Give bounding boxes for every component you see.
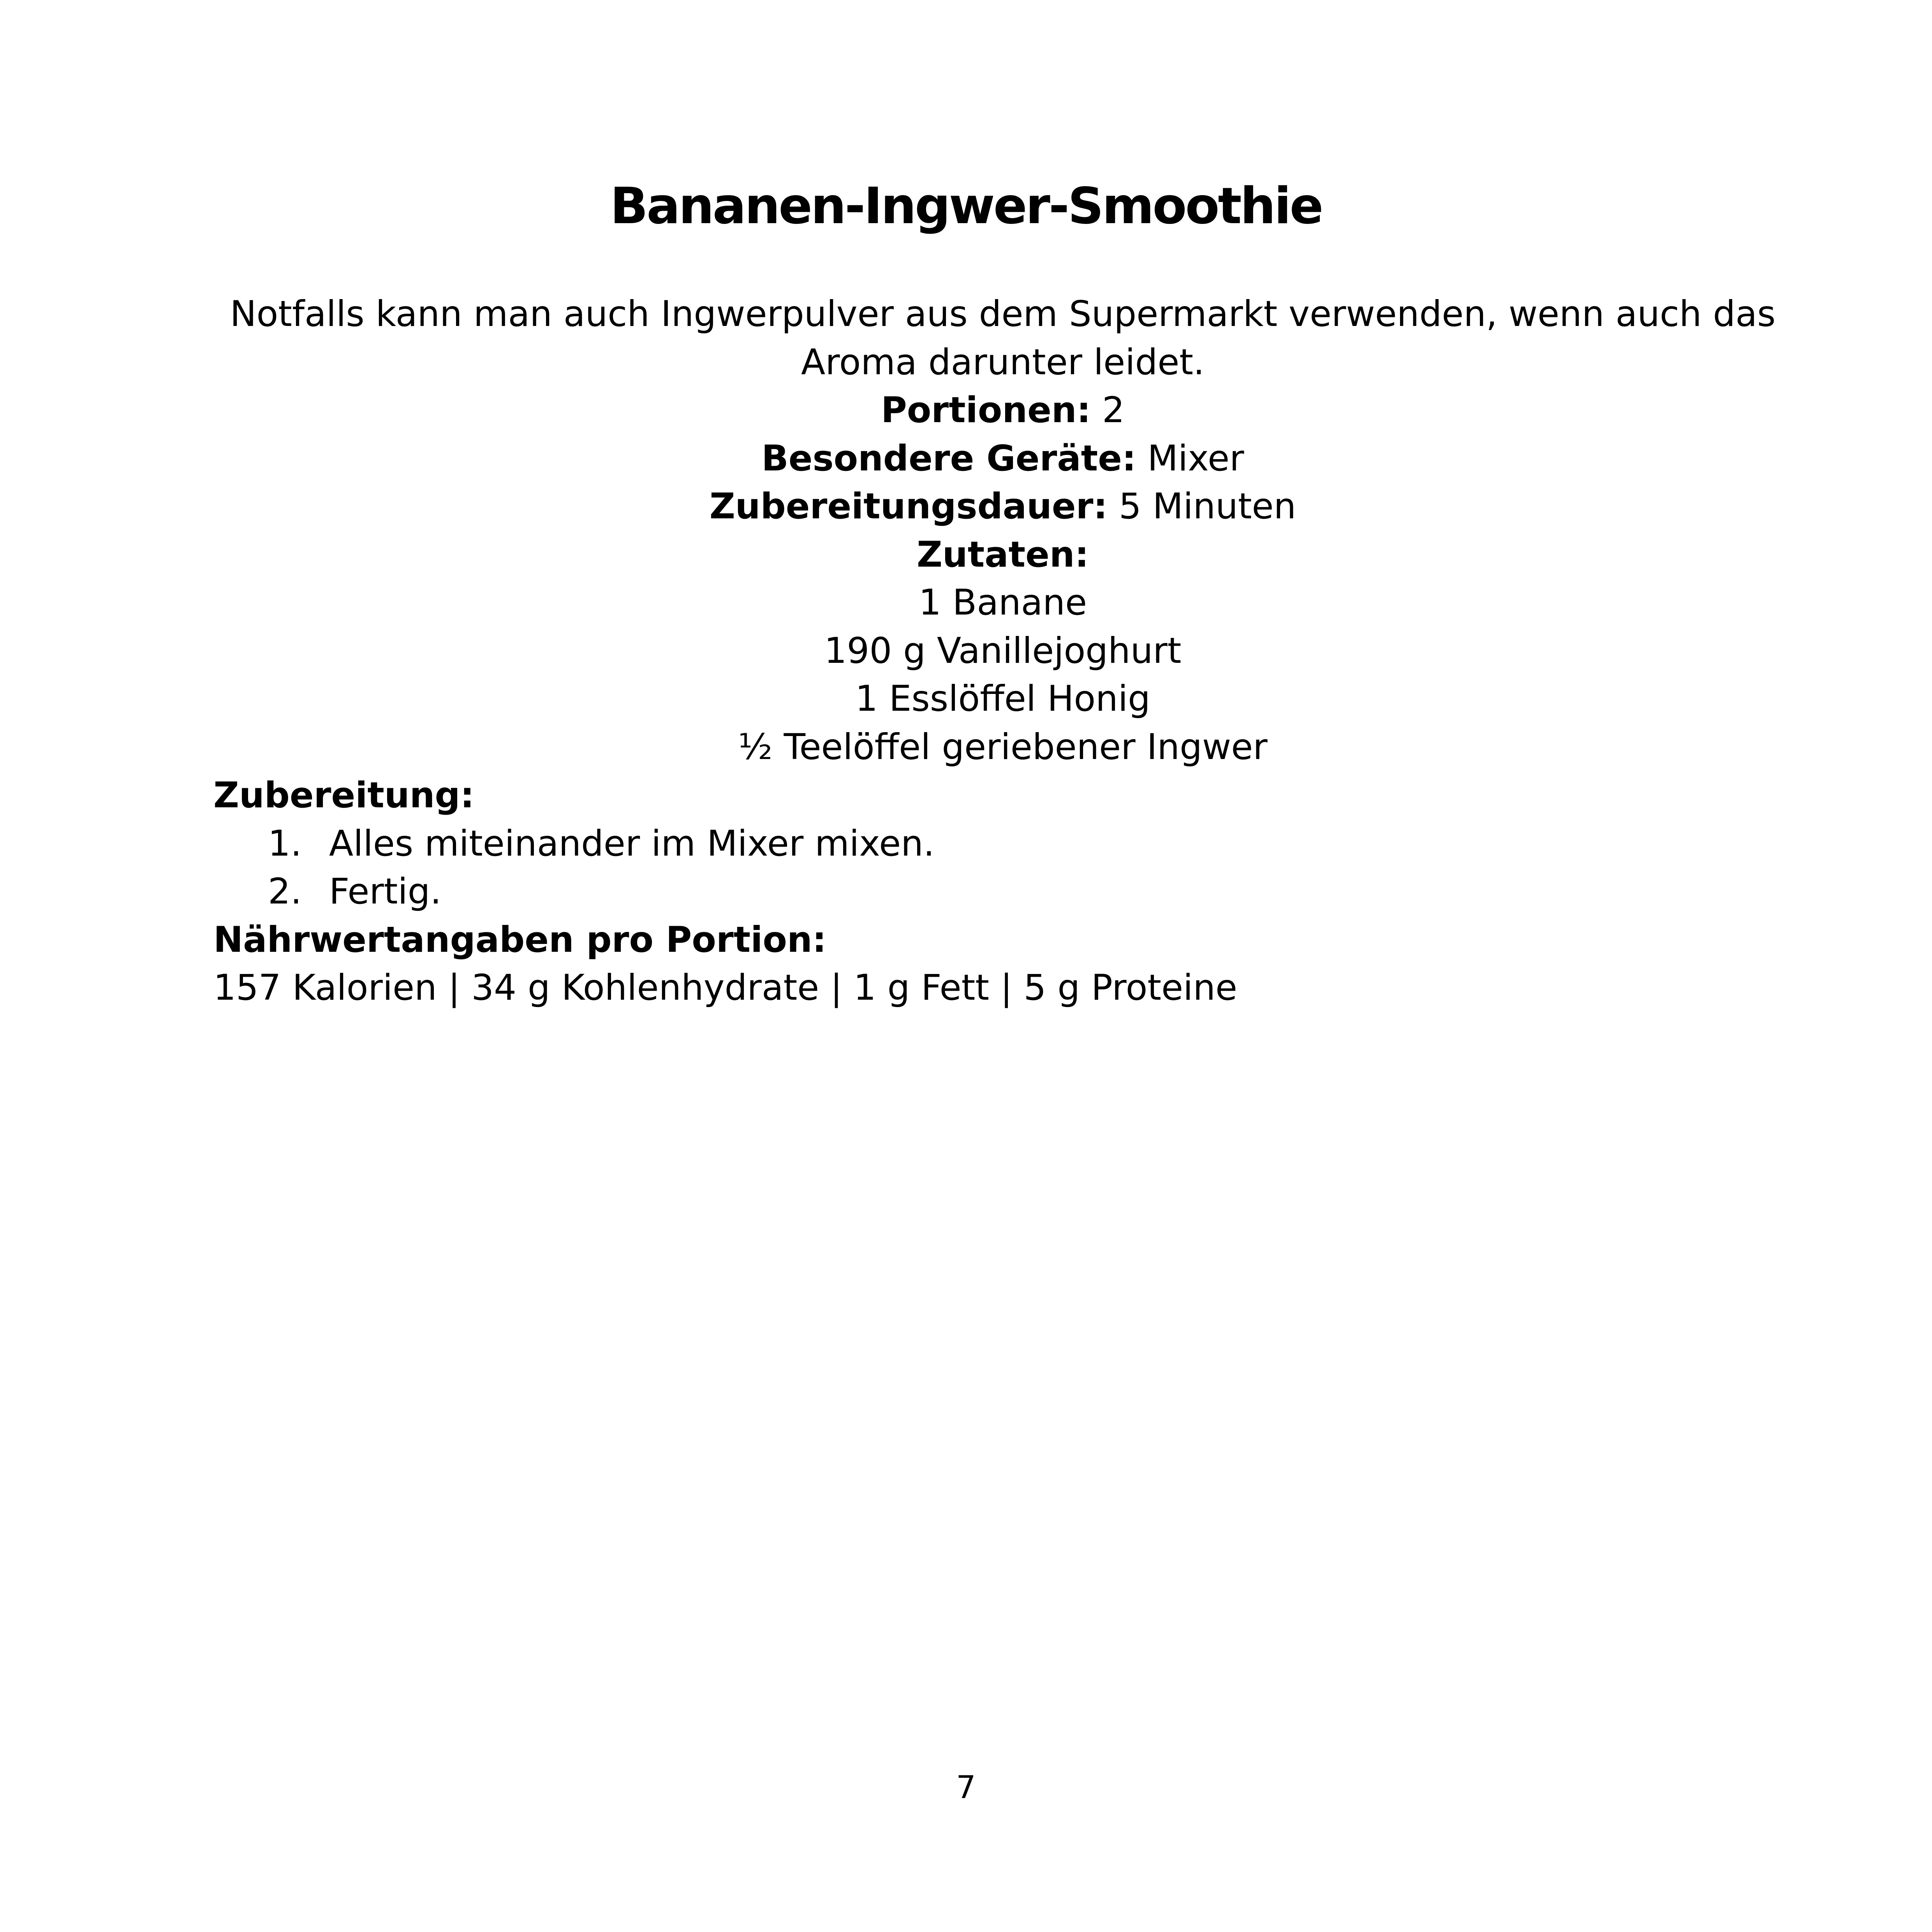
- ingredient-item: ½ Teelöffel geriebener Ingwer: [738, 726, 1268, 768]
- equipment-line: [210, 435, 1795, 483]
- page-number: 7: [956, 1769, 976, 1805]
- preparation-steps: [213, 820, 1771, 916]
- duration-value: 5 Minuten: [1118, 486, 1296, 527]
- portions-value: 2: [1102, 390, 1125, 431]
- recipe-intro: [210, 290, 1795, 771]
- nutrition-heading: Nährwertangaben pro Portion:: [213, 919, 827, 960]
- step-text: Alles miteinander im Mixer mixen.: [329, 823, 935, 864]
- ingredient-list: [210, 579, 1795, 771]
- duration-label: Zubereitungsdauer:: [709, 486, 1108, 527]
- portions-line: [210, 386, 1795, 435]
- step-text: Fertig.: [329, 871, 442, 912]
- equipment-label: Besondere Geräte:: [761, 438, 1136, 479]
- nutrition-facts: 157 Kalorien | 34 g Kohlenhydrate | 1 g Fett | 5 g Proteine: [213, 967, 1238, 1008]
- recipe-title: Bananen-Ingwer-Smoothie: [610, 177, 1322, 235]
- recipe-description: Notfalls kann man auch Ingwerpulver aus dem Supermarkt verwenden, wenn auch das Aroma darunter leidet.: [230, 294, 1776, 383]
- step-number: 2.: [268, 871, 302, 912]
- ingredient-item: 1 Banane: [918, 582, 1087, 623]
- ingredient-item: 190 g Vanillejoghurt: [824, 630, 1182, 671]
- duration-line: [210, 483, 1795, 531]
- ingredient-item: 1 Esslöffel Honig: [855, 678, 1150, 719]
- equipment-value: Mixer: [1147, 438, 1244, 479]
- portions-label: Portionen:: [881, 390, 1091, 431]
- ingredients-heading: Zutaten:: [916, 534, 1089, 575]
- preparation-step: [213, 868, 1771, 916]
- preparation-heading: Zubereitung:: [213, 775, 475, 816]
- preparation-step: [213, 820, 1771, 868]
- recipe-body: [213, 771, 1771, 1012]
- step-number: 1.: [268, 823, 302, 864]
